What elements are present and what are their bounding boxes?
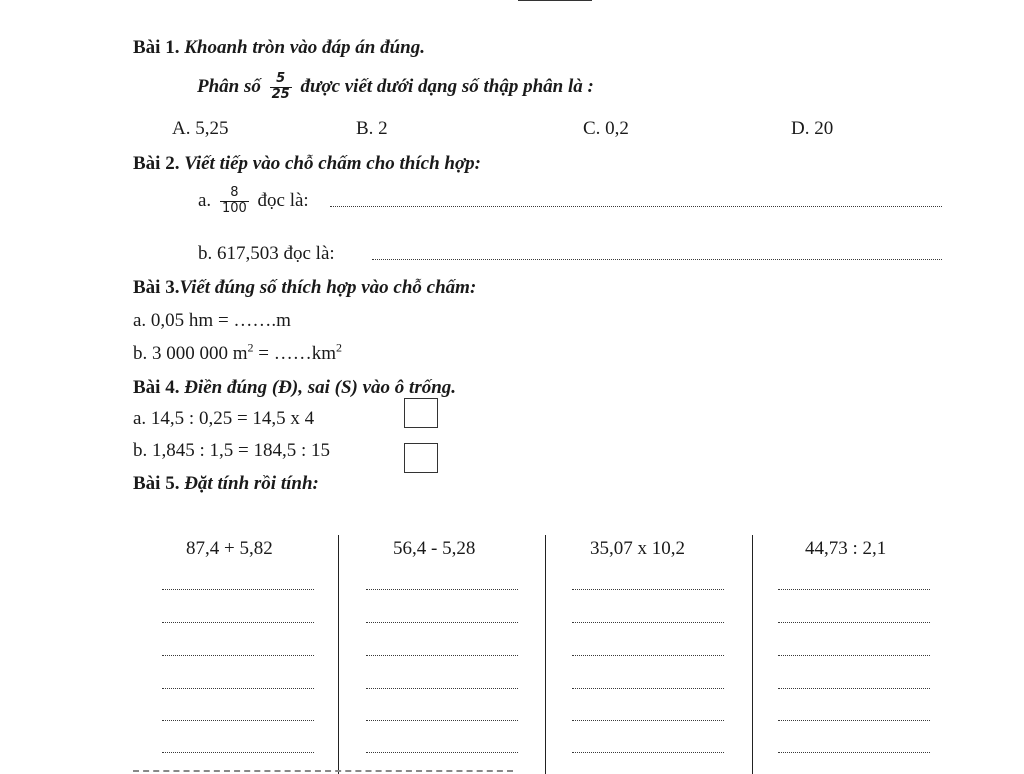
calc-dotted-line[interactable] xyxy=(162,622,314,623)
bai2-heading: Viết tiếp vào chỗ chấm cho thích hợp: xyxy=(184,153,481,174)
bai3-title xyxy=(133,277,476,299)
bai3-b-left: b. 3 000 000 m xyxy=(133,343,248,364)
column-divider xyxy=(545,535,546,774)
calc-dotted-line[interactable] xyxy=(366,622,518,623)
bai3-b-mid: = ……km xyxy=(253,343,337,364)
bai1-heading: Khoanh tròn vào đáp án đúng. xyxy=(184,37,425,58)
bai4-item-a: a. 14,5 : 0,25 = 14,5 x 4 xyxy=(133,408,315,429)
bai3-item-a: a. 0,05 hm = …….m xyxy=(133,310,291,331)
calc-dotted-line[interactable] xyxy=(162,655,314,656)
calc-dotted-line[interactable] xyxy=(366,752,518,753)
bai1-title xyxy=(133,37,425,59)
bai4-title xyxy=(133,377,456,399)
bai2-item-b: b. 617,503 đọc là: xyxy=(198,243,335,264)
bai3-number: Bài 3. xyxy=(133,277,180,298)
column-divider xyxy=(752,535,753,774)
bai3-b-sup-1: 2 xyxy=(247,340,254,355)
bai1-question xyxy=(197,72,594,103)
fraction-denominator: 25 xyxy=(271,86,290,102)
bai1-number: Bài 1. xyxy=(133,37,180,58)
calc-dotted-line[interactable] xyxy=(162,720,314,721)
bai2-number: Bài 2. xyxy=(133,153,180,174)
bai5-problem-3: 35,07 x 10,2 xyxy=(590,538,685,559)
calc-dotted-line[interactable] xyxy=(778,720,930,721)
bai1-option-b[interactable]: B. 2 xyxy=(356,118,388,139)
bai2-title xyxy=(133,153,481,175)
header-cutoff-mark xyxy=(518,0,592,1)
bai4-b-answer-box[interactable] xyxy=(404,443,438,473)
calc-dotted-line[interactable] xyxy=(366,655,518,656)
bai3-heading: Viết đúng số thích hợp vào chỗ chấm: xyxy=(179,277,477,298)
calc-dotted-line[interactable] xyxy=(778,752,930,753)
bai5-problem-4: 44,73 : 2,1 xyxy=(805,538,887,559)
bai4-heading: Điền đúng (Đ), sai (S) vào ô trống. xyxy=(184,377,457,398)
bai1-fraction xyxy=(270,72,292,103)
fraction-numerator: 8 xyxy=(230,185,239,200)
fraction-denominator: 100 xyxy=(221,200,247,216)
calc-dotted-line[interactable] xyxy=(778,655,930,656)
bai3-b-sup-2: 2 xyxy=(336,340,343,355)
bai1-q-prefix: Phân số xyxy=(197,75,261,97)
bai2-fraction xyxy=(220,186,249,217)
bai1-option-c[interactable]: C. 0,2 xyxy=(583,118,629,139)
calc-dotted-line[interactable] xyxy=(162,589,314,590)
calc-dotted-line[interactable] xyxy=(572,622,724,623)
column-divider xyxy=(338,535,339,774)
calc-dotted-line[interactable] xyxy=(572,589,724,590)
calc-dotted-line[interactable] xyxy=(572,752,724,753)
next-section-cutoff xyxy=(133,766,533,774)
bai1-q-suffix: được viết dưới dạng số thập phân là : xyxy=(300,75,594,97)
bai5-title xyxy=(133,473,319,495)
bai1-option-d[interactable]: D. 20 xyxy=(791,118,834,139)
calc-dotted-line[interactable] xyxy=(778,622,930,623)
bai4-a-answer-box[interactable] xyxy=(404,398,438,428)
bai5-number: Bài 5. xyxy=(133,473,180,494)
bai3-item-b xyxy=(133,340,343,365)
calc-dotted-line[interactable] xyxy=(366,720,518,721)
bai2-item-a xyxy=(198,186,309,217)
bai2-a-text: đọc là: xyxy=(257,189,309,211)
bai2-a-answer-line[interactable] xyxy=(330,206,942,207)
fraction-numerator: 5 xyxy=(276,71,286,86)
calc-dotted-line[interactable] xyxy=(162,752,314,753)
calc-dotted-line[interactable] xyxy=(366,688,518,689)
bai4-number: Bài 4. xyxy=(133,377,180,398)
bai2-a-label: a. xyxy=(198,189,212,211)
bai2-b-answer-line[interactable] xyxy=(372,259,942,260)
calc-dotted-line[interactable] xyxy=(572,720,724,721)
calc-dotted-line[interactable] xyxy=(778,589,930,590)
bai5-problem-2: 56,4 - 5,28 xyxy=(393,538,476,559)
bai4-item-b: b. 1,845 : 1,5 = 184,5 : 15 xyxy=(133,440,331,461)
bai5-problem-1: 87,4 + 5,82 xyxy=(186,538,273,559)
calc-dotted-line[interactable] xyxy=(572,688,724,689)
bai1-option-a[interactable]: A. 5,25 xyxy=(172,118,229,139)
calc-dotted-line[interactable] xyxy=(778,688,930,689)
calc-dotted-line[interactable] xyxy=(572,655,724,656)
calc-dotted-line[interactable] xyxy=(366,589,518,590)
calc-dotted-line[interactable] xyxy=(162,688,314,689)
bai5-heading: Đặt tính rồi tính: xyxy=(184,473,319,494)
